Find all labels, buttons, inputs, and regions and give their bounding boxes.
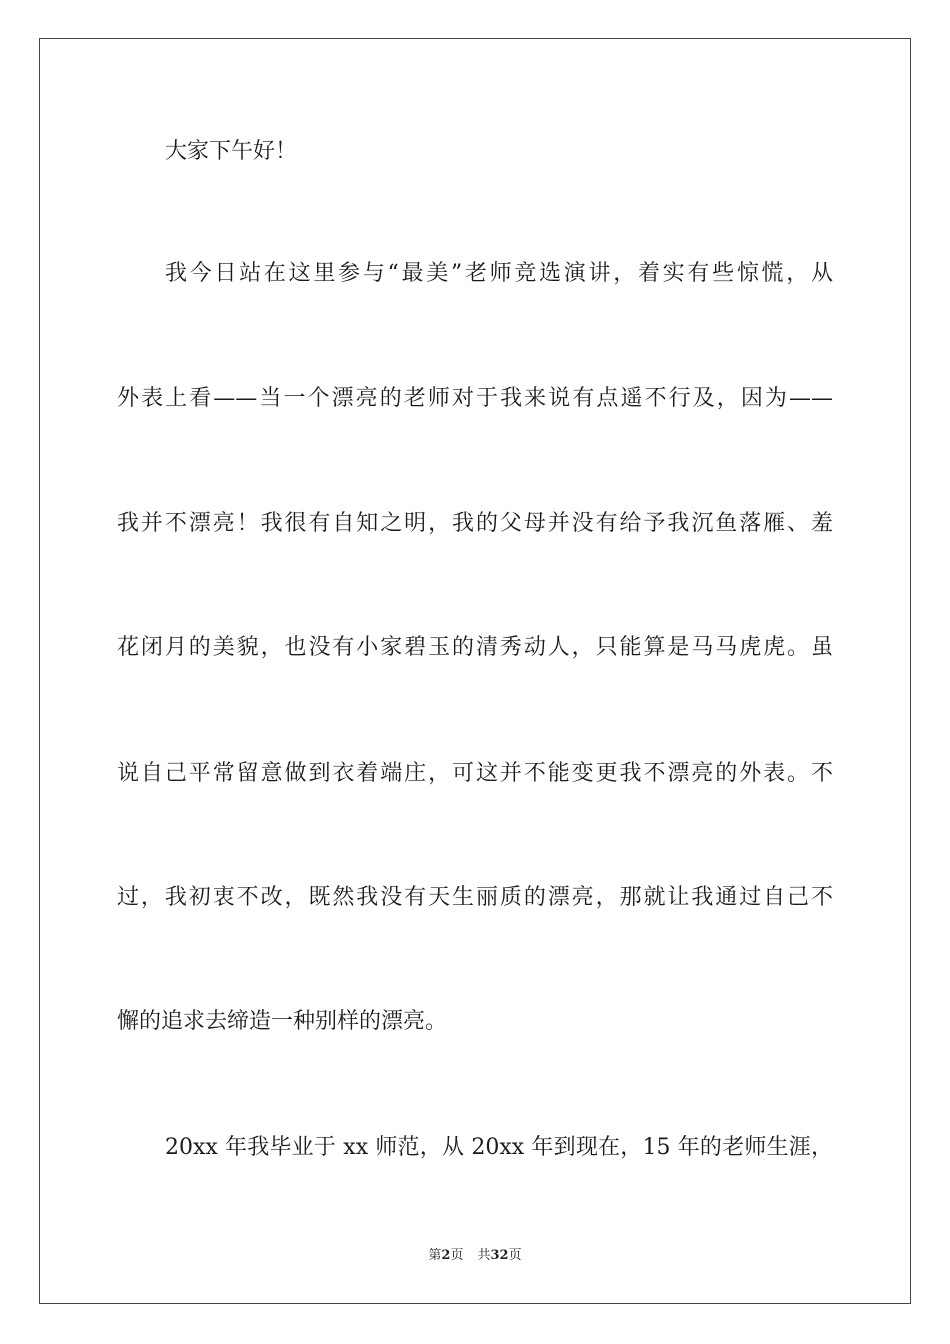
total-suffix: 页 <box>508 1248 522 1263</box>
page-border <box>39 38 911 1304</box>
paragraph-1-line-4: 花闭月的美貌，也没有小家碧玉的清秀动人，只能算是马马虎虎。虽 <box>117 635 833 660</box>
page-prefix: 第 <box>428 1248 442 1263</box>
greeting-line: 大家下午好！ <box>165 139 298 164</box>
paragraph-1-line-6: 过，我初衷不改，既然我没有天生丽质的漂亮，那就让我通过自己不 <box>117 885 833 910</box>
page-suffix: 页 <box>450 1248 464 1263</box>
paragraph-1-line-3: 我并不漂亮！我很有自知之明，我的父母并没有给予我沉鱼落雁、羞 <box>117 511 833 536</box>
total-prefix: 共 <box>477 1248 491 1263</box>
paragraph-2-line-1: 20xx 年我毕业于 xx 师范，从 20xx 年到现在，15 年的老师生涯， <box>165 1135 833 1160</box>
paragraph-1-line-7: 懈的追求去缔造一种别样的漂亮。 <box>117 1009 448 1034</box>
total-page-count: 32 <box>490 1248 509 1263</box>
paragraph-1-line-1: 我今日站在这里参与“最美”老师竞选演讲，着实有些惊慌，从 <box>165 261 833 286</box>
paragraph-1-line-5: 说自己平常留意做到衣着端庄，可这并不能变更我不漂亮的外表。不 <box>117 761 833 786</box>
current-page-number: 2 <box>441 1248 451 1263</box>
page-footer <box>0 1247 950 1265</box>
paragraph-1-line-2: 外表上看——当一个漂亮的老师对于我来说有点遥不行及，因为—— <box>117 386 833 411</box>
